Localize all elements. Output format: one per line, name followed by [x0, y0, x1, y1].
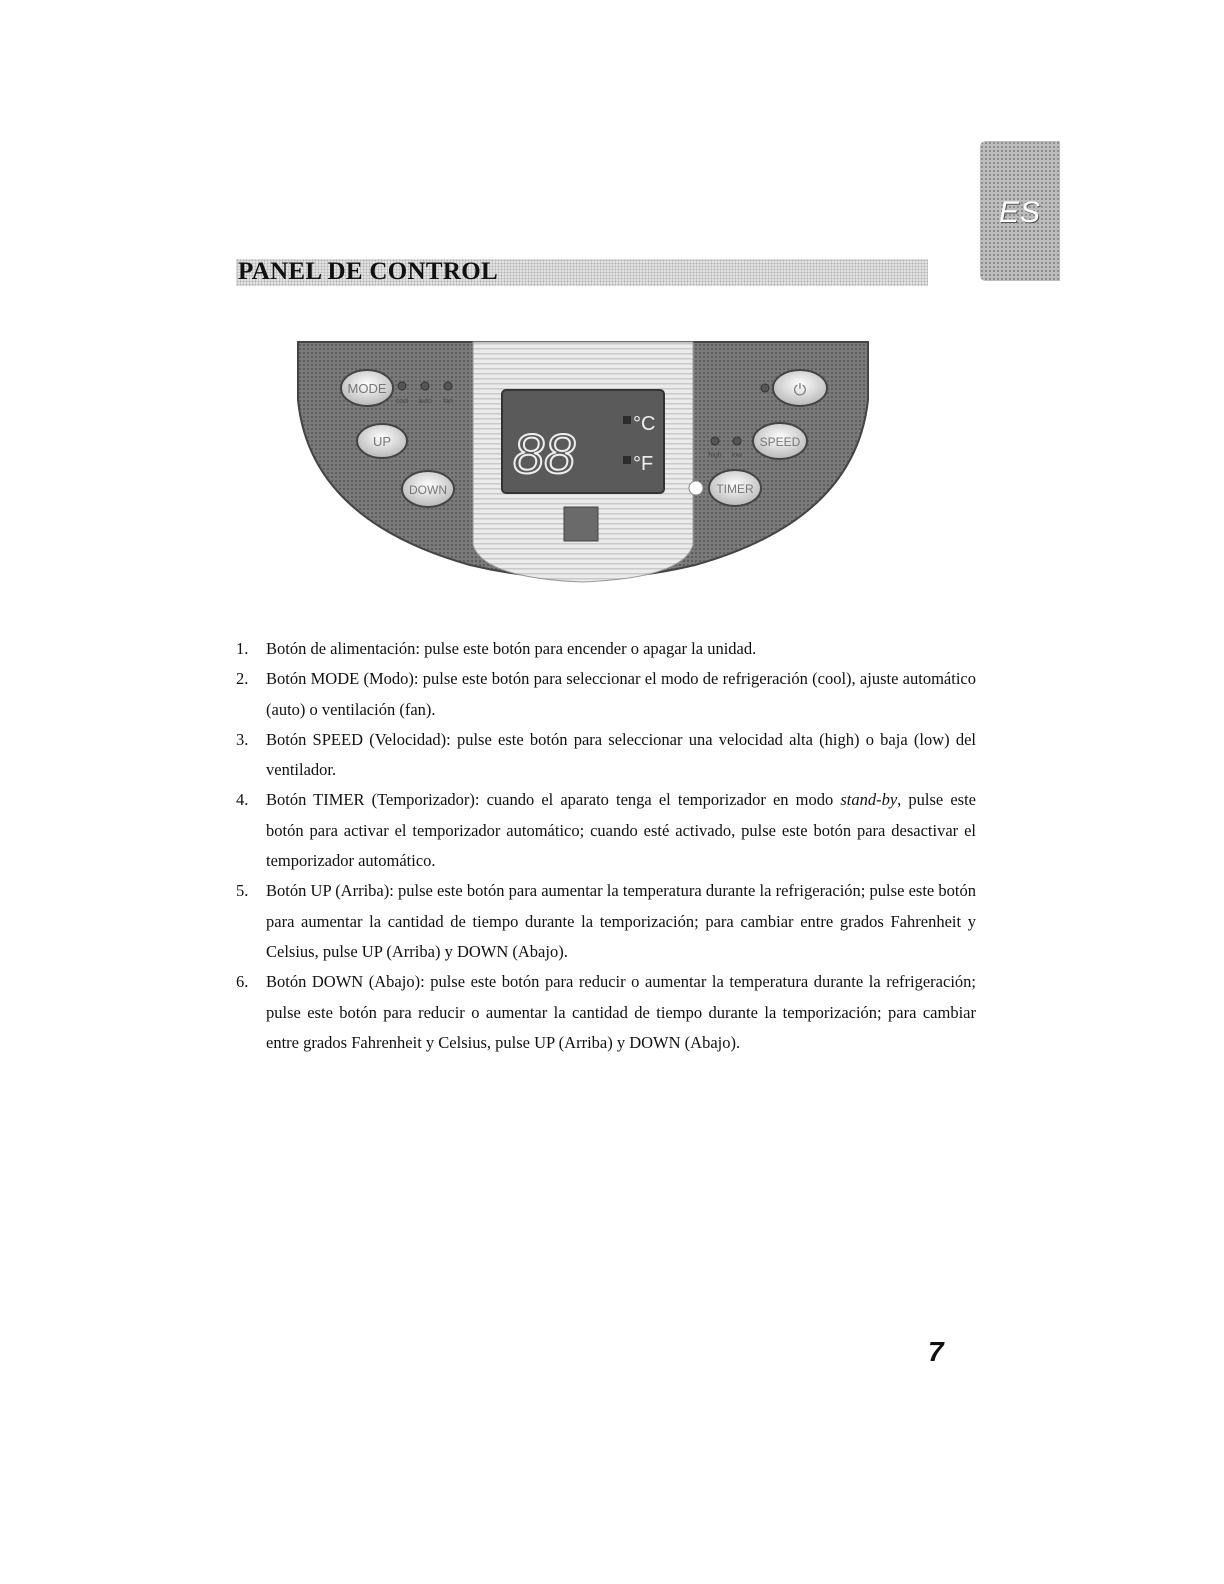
svg-text:DOWN: DOWN — [409, 483, 447, 497]
list-item: 5. Botón UP (Arriba): pulse este botón para aumentar la temperatura durante la refrigeración; pulse este botón para aumentar la cantidad de tiempo durante la temporización; para cambiar entre grados Fahrenheit y Celsius, pulse UP (Arriba) y DOWN (Abajo). — [236, 881, 976, 961]
button-descriptions — [236, 634, 976, 1058]
svg-text:UP: UP — [372, 434, 392, 449]
mode-led-2 — [421, 382, 429, 390]
display-digits: 88 — [513, 422, 576, 485]
celsius-indicator — [623, 416, 631, 424]
speed-button[interactable] — [753, 423, 807, 459]
svg-text:TIMER: TIMER — [716, 482, 754, 496]
mode-led-label-3: fan — [443, 398, 453, 405]
power-button[interactable] — [773, 370, 827, 406]
svg-text:SPEED: SPEED — [759, 435, 801, 449]
up-button[interactable] — [357, 424, 407, 458]
celsius-label: °C — [633, 413, 656, 435]
down-button[interactable] — [402, 471, 454, 507]
speed-led-label-1: high — [708, 452, 722, 459]
power-led — [761, 384, 769, 392]
control-panel-illustration — [295, 340, 870, 585]
mode-led-3 — [444, 382, 452, 390]
list-item: 2. Botón MODE (Modo): pulse este botón para seleccionar el modo de refrigeración (cool), ajuste automático (auto) o ventilación (fan). — [236, 669, 976, 719]
list-item: 4. Botón TIMER (Temporizador): cuando el aparato tenga el temporizador en modo stand-by, pulse este botón para activar el temporizador automático; cuando esté activado, pulse este botón para desactivar el temporizador automático. — [236, 790, 976, 871]
fahrenheit-label: °F — [633, 453, 654, 475]
svg-text:⏻: ⏻ — [793, 380, 807, 399]
language-tab — [980, 141, 1060, 281]
mode-led-1 — [398, 382, 406, 390]
speed-led-2 — [733, 437, 741, 445]
svg-text:MODE: MODE — [347, 381, 387, 396]
language-tab-label: ES — [998, 196, 1042, 229]
speed-led-label-2: low — [731, 452, 743, 459]
list-item: 6. Botón DOWN (Abajo): pulse este botón para reducir o aumentar la temperatura durante la refrigeración; pulse este botón para reducir o aumentar la cantidad de tiempo durante la temporización; para cambiar entre grados Fahrenheit y Celsius, pulse UP (Arriba) y DOWN (Abajo). — [236, 972, 976, 1052]
mode-led-label-1: cool — [395, 398, 409, 405]
timer-button[interactable] — [709, 470, 761, 506]
speed-led-1 — [711, 437, 719, 445]
section-title: PANEL DE CONTROL — [238, 258, 498, 285]
timer-led — [689, 481, 703, 495]
fahrenheit-indicator — [623, 456, 631, 464]
list-item: 3. Botón SPEED (Velocidad): pulse este botón para seleccionar una velocidad alta (high) o baja (low) del ventilador. — [236, 729, 976, 780]
mode-button[interactable] — [341, 370, 393, 406]
page-number: 7 — [928, 1336, 944, 1367]
mode-led-label-2: auto — [418, 398, 432, 405]
list-item: 1. Botón de alimentación: pulse este botón para encender o apagar la unidad. — [236, 639, 757, 658]
sensor-window — [564, 507, 598, 541]
